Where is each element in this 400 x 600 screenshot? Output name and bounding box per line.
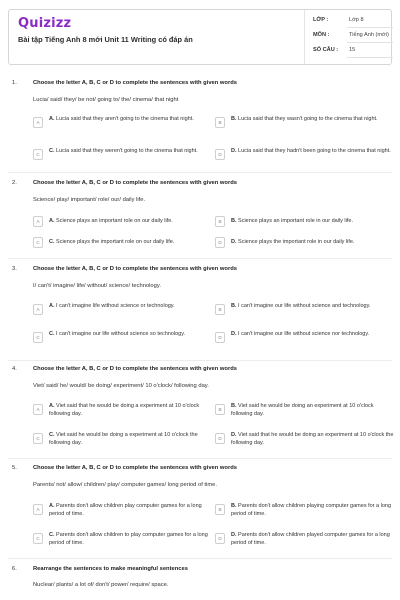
option-letter-box: C [33, 332, 43, 343]
question-divider [8, 258, 392, 259]
question-divider [8, 458, 392, 459]
option-letter-box: A [33, 216, 43, 227]
question-heading: Choose the letter A, B, C or D to complete the sentences with given words [33, 366, 237, 372]
meta-count-value: 15 [349, 47, 356, 53]
option-letter-box: D [215, 332, 225, 343]
option-text: Parents don't allow children play computer games for a long period of time. [49, 503, 202, 517]
meta-class-value: Lớp 8 [349, 17, 364, 23]
option-text: I can't imagine life without science or technology. [56, 303, 175, 309]
option-text: Science plays an important role on our daily life. [56, 218, 173, 224]
option-text: Parents don't allow children to play computer games for a long period of time. [49, 532, 208, 546]
question-number: 6. [12, 566, 17, 572]
option-letter-box: B [215, 117, 225, 128]
option-text: Lucia said that they aren't going to the cinema that night. [56, 116, 194, 122]
question-prompt: I/ can't/ imagine/ life/ without/ science/ technology. [33, 283, 161, 289]
option-key: C. [49, 148, 55, 154]
question-heading: Choose the letter A, B, C or D to complete the sentences with given words [33, 180, 237, 186]
option-text: Lucia said that they hadn't been going to the cinema that night. [238, 148, 391, 154]
option-text: Science plays the important role in our daily life. [238, 239, 355, 245]
option-letter-box: C [33, 433, 43, 444]
header-divider [304, 10, 305, 64]
meta-class-label: LỚP : [313, 17, 329, 23]
question-heading: Choose the letter A, B, C or D to complete the sentences with given words [33, 266, 237, 272]
option-text: Parents don't allow children played computer games for a long period of time. [231, 532, 390, 546]
quizizz-logo: Quizizz [18, 16, 72, 31]
option-text: I can't imagine our life without science and technology. [238, 303, 371, 309]
question-divider [8, 360, 392, 361]
option-key: D. [231, 532, 237, 538]
question-heading: Rearrange the sentences to make meaningful sentences [33, 566, 188, 572]
option-letter-box: C [33, 533, 43, 544]
option-letter-box: B [215, 304, 225, 315]
question-divider [8, 172, 392, 173]
question-prompt: Lucia/ said/ they/ be not/ going to/ the/ cinema/ that night [33, 97, 179, 103]
meta-count [313, 47, 393, 57]
question-prompt: Viet/ said/ he/ would/ be doing/ experiment/ 10 o'clock/ following day. [33, 383, 209, 389]
question-prompt: Nuclear/ plants/ a lot of/ don't/ power/ require/ space. [33, 582, 169, 588]
question-number: 5. [12, 465, 17, 471]
option-text: Lucia said that they weren't going to the cinema that night. [56, 148, 198, 154]
option-key: D. [231, 432, 237, 438]
option-key: B. [231, 403, 237, 409]
question-prompt: Science/ play/ important/ role/ our/ daily life. [33, 197, 146, 203]
option-text: Viet said he would be doing a experiment at 10 o'clock the following day. [49, 432, 198, 446]
question-divider [8, 558, 392, 559]
option-text: I can't imagine our life without science nor technology. [238, 331, 370, 337]
option-letter-box: C [33, 149, 43, 160]
option-key: B. [231, 303, 237, 309]
option-key: D. [231, 148, 237, 154]
option-letter-box: B [215, 504, 225, 515]
option-key: A. [49, 303, 55, 309]
option-key: B. [231, 218, 237, 224]
option-key: C. [49, 432, 55, 438]
meta-subject-value: Tiếng Anh (mới) [349, 32, 389, 38]
worksheet-title: Bài tập Tiếng Anh 8 mới Unit 11 Writing có đáp án [18, 35, 193, 44]
option-letter-box: D [215, 433, 225, 444]
question-prompt: Parents/ not/ allow/ children/ play/ computer games/ long period of time. [33, 482, 217, 488]
option-letter-box: A [33, 504, 43, 515]
option-letter-box: B [215, 404, 225, 415]
option-text: Viet said that he would be doing a experiment at 10 o'clock following day. [49, 403, 200, 417]
option-text: Viet said that he would be doing an experiment at 10 o'clock the following day. [231, 432, 394, 446]
question-number: 4. [12, 366, 17, 372]
meta-class [313, 17, 393, 27]
option-letter-box: A [33, 404, 43, 415]
question-number: 3. [12, 266, 17, 272]
option-key: A. [49, 403, 55, 409]
option-text: Science plays an important role in our daily life. [238, 218, 353, 224]
option-letter-box: B [215, 216, 225, 227]
option-text: Parents don't allow children playing computer games for a long period of time. [231, 503, 392, 517]
meta-subject [313, 32, 393, 42]
option-key: A. [49, 116, 55, 122]
option-text: Lucia said that they wasn't going to the cinema that night. [238, 116, 378, 122]
option-letter-box: D [215, 237, 225, 248]
question-number: 2. [12, 180, 17, 186]
question-number: 1. [12, 80, 17, 86]
option-key: A. [49, 503, 55, 509]
option-key: C. [49, 331, 55, 337]
option-key: C. [49, 532, 55, 538]
meta-underline [347, 42, 393, 43]
option-key: B. [231, 503, 237, 509]
question-heading: Choose the letter A, B, C or D to complete the sentences with given words [33, 465, 237, 471]
option-key: A. [49, 218, 55, 224]
meta-underline [347, 57, 393, 58]
meta-subject-label: MÔN : [313, 32, 330, 38]
option-key: D. [231, 239, 237, 245]
worksheet-header [8, 9, 392, 65]
option-letter-box: C [33, 237, 43, 248]
option-key: D. [231, 331, 237, 337]
option-text: I can't imagine our life without science so technology. [56, 331, 186, 337]
option-letter-box: D [215, 533, 225, 544]
option-key: C. [49, 239, 55, 245]
option-letter-box: A [33, 117, 43, 128]
meta-underline [347, 27, 393, 28]
option-letter-box: A [33, 304, 43, 315]
meta-count-label: SỐ CÂU : [313, 47, 339, 53]
option-text: Viet said he would be doing an experiment at 10 o'clock following day. [231, 403, 374, 417]
option-letter-box: D [215, 149, 225, 160]
option-text: Science plays the important role on our daily life. [56, 239, 175, 245]
question-heading: Choose the letter A, B, C or D to complete the sentences with given words [33, 80, 237, 86]
option-key: B. [231, 116, 237, 122]
